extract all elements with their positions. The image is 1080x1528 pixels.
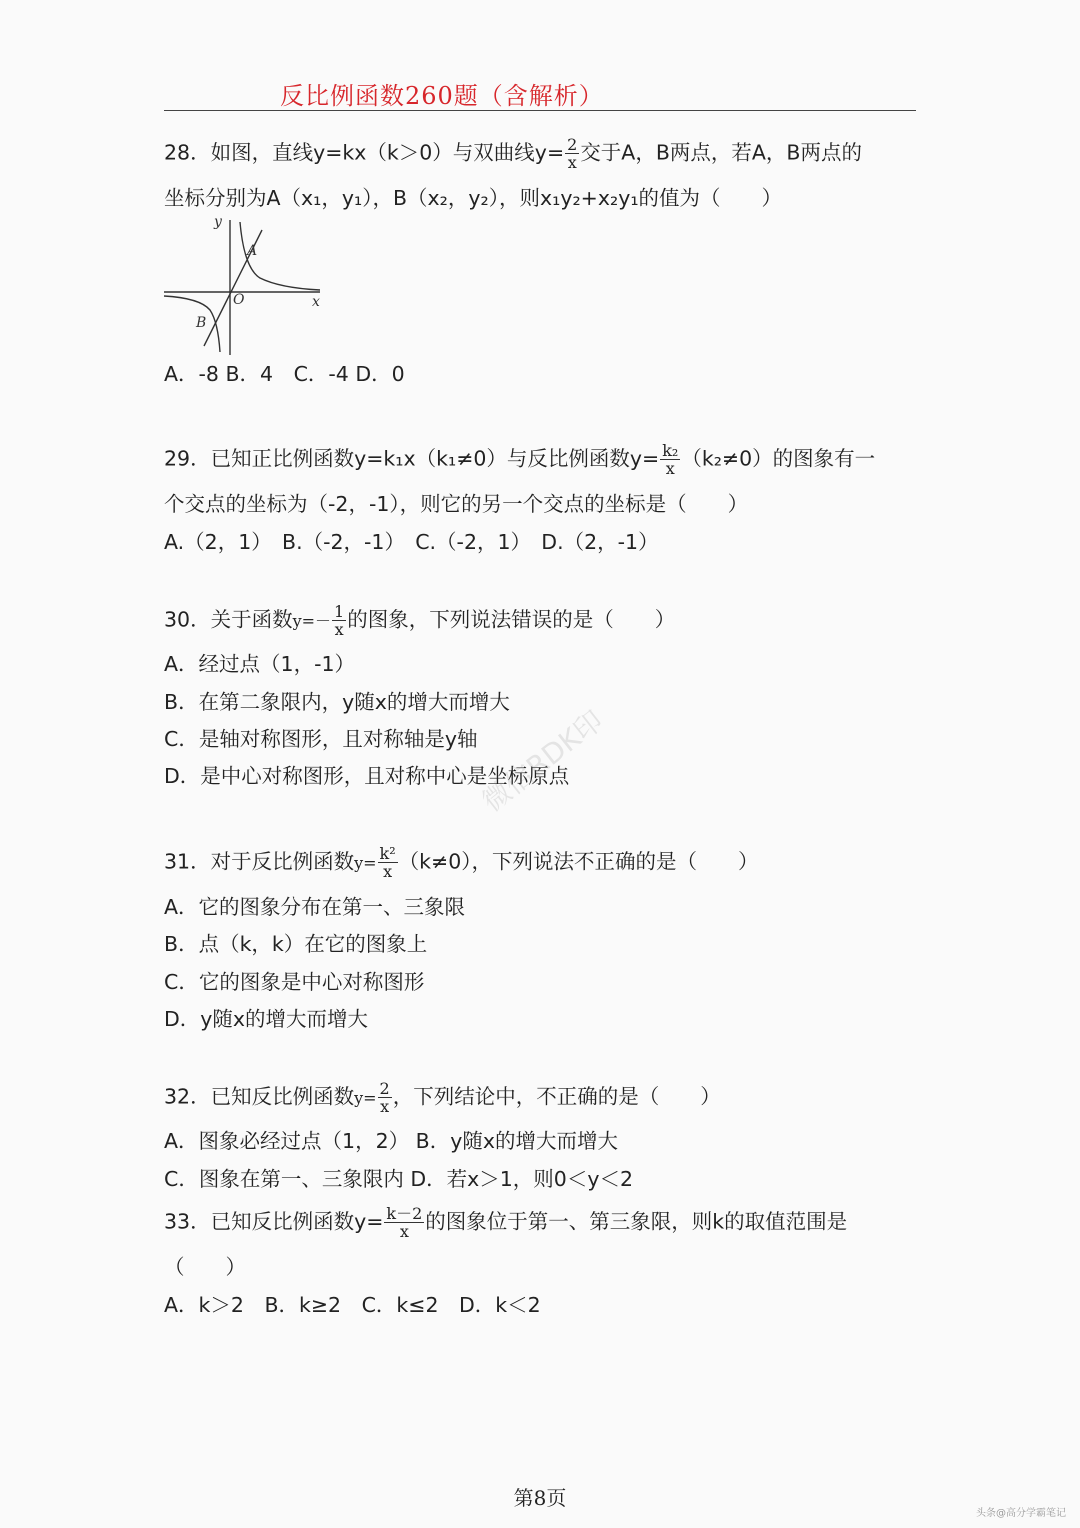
point-b-label: B — [196, 315, 207, 331]
q31-stem — [164, 845, 759, 880]
q28-stem-line2: 坐标分别为A（x₁，y₁），B（x₂，y₂），则x₁y₂+x₂y₁的值为（ ） — [164, 186, 783, 210]
q33-options: A．k＞2 B．k≥2 C．k≤2 D．k＜2 — [164, 1293, 541, 1317]
q31-fraction-numerator: k² — [379, 844, 396, 863]
q29-text-a: 29．已知正比例函数y=k₁x（k₁≠0）与反比例函数y= — [164, 446, 660, 471]
q30-fraction-denominator: x — [334, 620, 344, 639]
q31-text-b: （k≠0），下列说法不正确的是（ ） — [398, 849, 759, 874]
source-credit: 头条@高分学霸笔记 — [976, 1508, 1066, 1519]
q30-stem — [164, 603, 675, 638]
q30-option-a: A．经过点（1，-1） — [164, 652, 356, 676]
q33-text-a: 33．已知反比例函数y= — [164, 1209, 384, 1234]
q30-text-a: 30．关于函数 — [164, 607, 293, 632]
q30-fraction — [332, 603, 346, 638]
q31-text-a: 31．对于反比例函数 — [164, 849, 355, 874]
q33-stem-line2: （ ） — [164, 1255, 246, 1279]
q33-text-b: 的图象位于第一、第三象限，则k的取值范围是 — [425, 1209, 848, 1234]
header-divider — [164, 110, 916, 111]
q30-option-d: D．是中心对称图形，且对称中心是坐标原点 — [164, 764, 570, 788]
q31-option-c: C．它的图象是中心对称图形 — [164, 970, 425, 994]
q29-fraction-denominator: x — [665, 459, 675, 478]
q33-fraction-numerator: k－2 — [386, 1204, 423, 1223]
q32-options-row2: C．图象在第一、三象限内 D．若x＞1，则0＜y＜2 — [164, 1167, 634, 1191]
q31-fraction-denominator: x — [383, 862, 393, 881]
y-axis-label: y — [214, 214, 222, 230]
q29-stem-line1 — [164, 442, 875, 477]
q29-fraction — [660, 442, 680, 477]
watermark: 微信RDK印 — [475, 704, 610, 819]
q30-option-b: B．在第二象限内，y随x的增大而增大 — [164, 690, 510, 714]
q28-fraction — [565, 136, 579, 171]
q32-stem — [164, 1080, 721, 1115]
q33-fraction — [384, 1205, 424, 1240]
x-axis-label: x — [312, 294, 320, 310]
q28-text-a: 28．如图，直线y=kx（k＞0）与双曲线y= — [164, 140, 565, 165]
q30-option-c: C．是轴对称图形，且对称轴是y轴 — [164, 727, 478, 751]
q32-text-a: 32．已知反比例函数 — [164, 1084, 355, 1109]
point-a-label: A — [247, 243, 258, 259]
q28-hyperbola-figure — [160, 210, 330, 360]
q31-option-b: B．点（k，k）在它的图象上 — [164, 932, 428, 956]
q32-text-b: ，下列结论中，不正确的是（ ） — [392, 1084, 721, 1109]
page-number: 第8页 — [513, 1486, 567, 1510]
q32-expression-prefix: y= — [354, 1088, 377, 1108]
q28-options: A．-8 B．4 C．-4 D．0 — [164, 362, 405, 386]
q33-stem-line1 — [164, 1205, 847, 1240]
q32-options-row1: A．图象必经过点（1，2） B．y随x的增大而增大 — [164, 1129, 618, 1153]
q28-fraction-numerator: 2 — [567, 135, 578, 154]
q30-fraction-numerator: 1 — [334, 602, 345, 621]
origin-label: O — [233, 292, 245, 308]
hyperbola-branch-third-quadrant — [164, 296, 220, 352]
q32-fraction-denominator: x — [380, 1097, 390, 1116]
q31-option-d: D．y随x的增大而增大 — [164, 1007, 369, 1031]
q33-fraction-denominator: x — [399, 1222, 409, 1241]
q31-fraction — [378, 845, 398, 880]
q28-stem-line1 — [164, 136, 862, 171]
q30-expression-prefix: y=－ — [292, 611, 332, 631]
q29-fraction-numerator: k₂ — [662, 441, 679, 460]
q32-fraction-numerator: 2 — [379, 1079, 390, 1098]
q28-text-b: 交于A，B两点，若A，B两点的 — [580, 140, 862, 165]
q29-options: A.（2，1） B.（-2，-1） C.（-2，1） D.（2，-1） — [164, 530, 659, 554]
page-title: 反比例函数260题（含解析） — [280, 82, 604, 110]
q30-text-b: 的图象，下列说法错误的是（ ） — [347, 607, 676, 632]
q29-text-b: （k₂≠0）的图象有一 — [681, 446, 876, 471]
q31-option-a: A．它的图象分布在第一、三象限 — [164, 895, 466, 919]
q28-fraction-denominator: x — [567, 153, 577, 172]
q31-expression-prefix: y= — [354, 853, 377, 873]
q29-stem-line2: 个交点的坐标为（-2，-1），则它的另一个交点的坐标是（ ） — [164, 492, 749, 516]
q32-fraction — [378, 1080, 392, 1115]
